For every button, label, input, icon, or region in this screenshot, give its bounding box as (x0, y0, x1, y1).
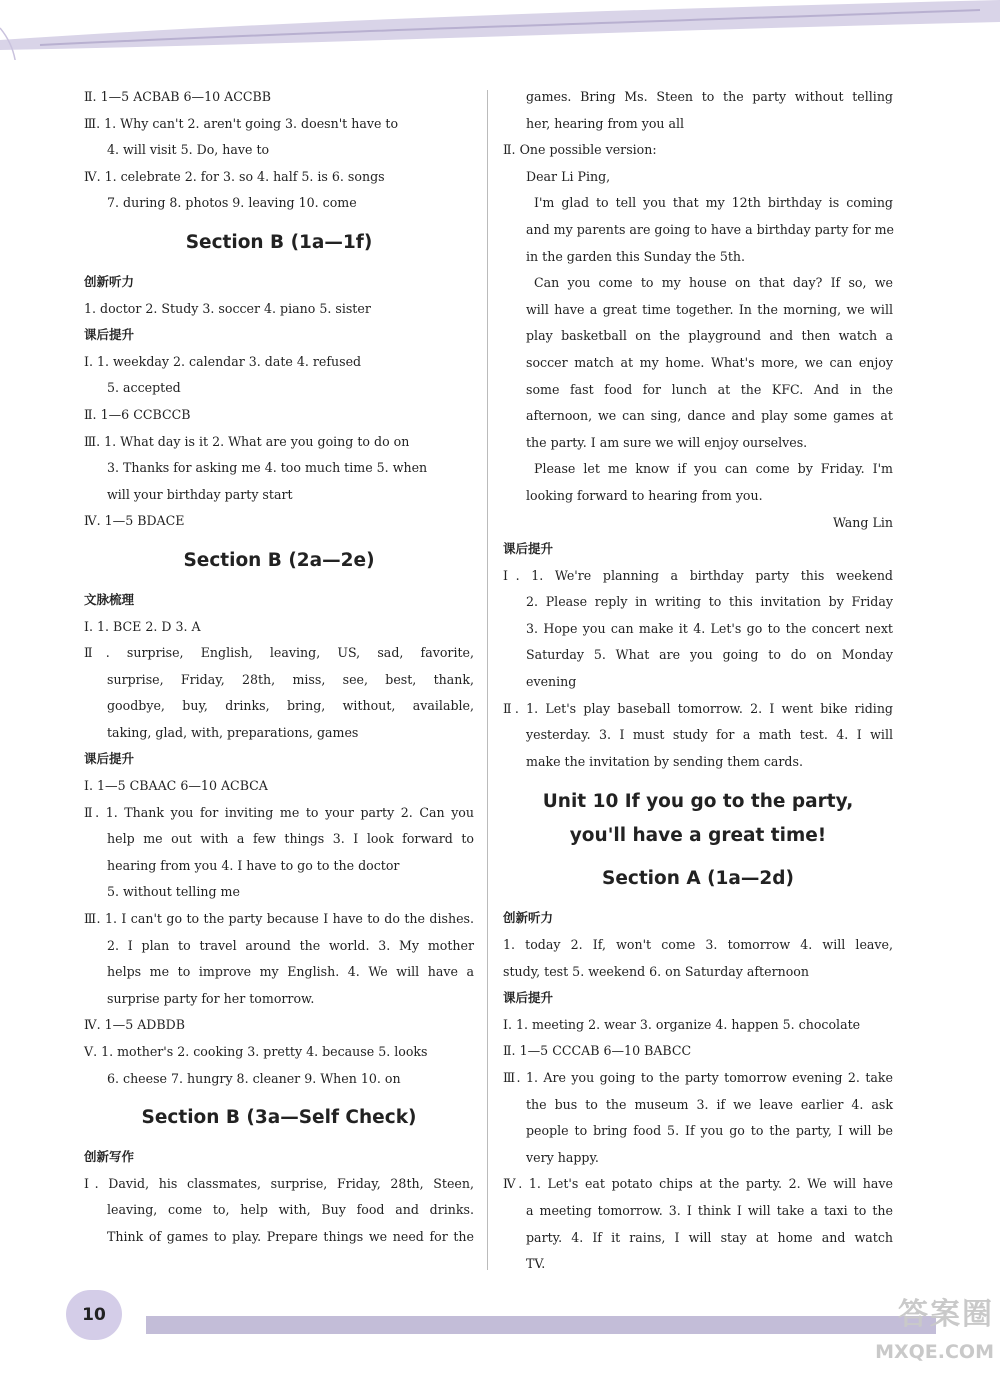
answer-line: leaving, come to, help with, Buy food and drinks. (107, 1202, 474, 1218)
answer-line: Ⅱ. 1—6 CCBCCB (84, 406, 191, 422)
answer-line: 4. will visit 5. Do, have to (107, 142, 270, 158)
answer-line: Ⅳ. 1. celebrate 2. for 3. so 4. half 5. is 6. songs (84, 168, 385, 184)
answer-line: some fast food for lunch at the KFC. And in the (526, 381, 893, 397)
unit-title-line1: Unit 10 If you go to the party, (542, 791, 854, 813)
answer-line: helps me to improve my English. 4. We will have a (107, 964, 474, 980)
subsection-label: 课后提升 (503, 990, 554, 1006)
answer-line: evening (526, 674, 577, 690)
answer-line: play basketball on the playground and then watch a (526, 328, 893, 344)
subsection-label: 课后提升 (84, 327, 135, 343)
answer-line: Ⅰ. 1. We're planning a birthday party this weekend (503, 567, 893, 583)
answer-line: taking, glad, with, preparations, games (107, 724, 359, 740)
answer-line: soccer match at my home. What's more, we can enjoy (526, 354, 893, 370)
answer-line: 1. doctor 2. Study 3. soccer 4. piano 5. sister (84, 300, 371, 316)
answer-line: very happy. (526, 1149, 599, 1165)
unit-title (503, 775, 893, 853)
answer-line: Ⅱ. surprise, English, leaving, US, sad, favorite, (84, 645, 474, 661)
answer-line: Ⅱ. One possible version: (503, 142, 657, 158)
answer-line: Ⅲ. 1. I can't go to the party because I have to do the dishes. (84, 911, 474, 927)
answer-line: yesterday. 3. I must study for a math test. 4. I will (526, 727, 893, 743)
subsection-label: 文脉梳理 (84, 591, 135, 607)
answer-line: 5. accepted (107, 380, 181, 396)
answer-line: 6. cheese 7. hungry 8. cleaner 9. When 10. on (107, 1070, 401, 1086)
page-number: 10 (66, 1290, 122, 1340)
answer-line: I'm glad to tell you that my 12th birthday is coming (534, 195, 893, 211)
answer-line: hearing from you 4. I have to go to the doctor (107, 857, 400, 873)
answer-line: Ⅰ. 1. BCE 2. D 3. A (84, 618, 201, 634)
answer-line: a meeting tomorrow. 3. I think I will take a taxi to the (526, 1202, 893, 1218)
subsection-label: 创新听力 (84, 273, 135, 289)
answer-line: looking forward to hearing from you. (526, 487, 763, 503)
section-heading: Section B (1a—1f) (185, 231, 373, 253)
bottom-decorative-bar (146, 1316, 936, 1334)
watermark-url: MXQE.COM (875, 1341, 994, 1363)
answer-line: Ⅱ. 1. Let's play baseball tomorrow. 2. I went bike riding (503, 700, 893, 716)
answer-line: Ⅲ. 1. What day is it 2. What are you going to do on (84, 433, 410, 449)
answer-line: Ⅳ. 1. Let's eat potato chips at the party. 2. We will have (503, 1176, 893, 1192)
subsection-label: 课后提升 (84, 751, 135, 767)
subsection-label: 创新写作 (84, 1149, 135, 1165)
answer-line: 1. today 2. If, won't come 3. tomorrow 4. will leave, (503, 937, 893, 953)
answer-line: surprise, Friday, 28th, miss, see, best, thank, (107, 671, 474, 687)
answer-line: Ⅰ. 1. weekday 2. calendar 3. date 4. refused (84, 353, 362, 369)
answer-line: Ⅰ. 1. meeting 2. wear 3. organize 4. happen 5. chocolate (503, 1016, 861, 1032)
answer-line: her, hearing from you all (526, 115, 685, 131)
answer-line: Ⅱ. 1—5 ACBAB 6—10 ACCBB (84, 89, 272, 104)
answer-line: goodbye, buy, drinks, bring, without, available, (107, 698, 474, 714)
answer-line: Saturday 5. What are you going to do on Monday (526, 647, 893, 663)
answer-line: study, test 5. weekend 6. on Saturday afternoon (503, 963, 809, 979)
answer-line: Ⅴ. 1. mother's 2. cooking 3. pretty 4. because 5. looks (84, 1044, 428, 1059)
answer-line: the bus to the museum 3. if we leave earlier 4. ask (526, 1096, 893, 1112)
answer-line: Ⅱ. 1—5 CCCAB 6—10 BABCC (503, 1043, 692, 1059)
answer-line: Dear Li Ping, (526, 168, 611, 184)
answer-line: afternoon, we can sing, dance and play some games at (526, 408, 893, 424)
answer-line: 3. Hope you can make it 4. Let's go to the concert next (526, 620, 893, 636)
answer-line: Wang Lin (832, 514, 893, 530)
answer-line: party. 4. If it rains, I will stay at home and watch (526, 1229, 893, 1245)
subsection-label: 创新听力 (503, 910, 554, 926)
answer-line: the party. I am sure we will enjoy ourselves. (526, 434, 808, 450)
answer-line: in the garden this Sunday the 5th. (526, 248, 746, 264)
answer-line: 2. Please reply in writing to this invitation by Friday (526, 594, 893, 610)
answer-line: will have a great time together. In the morning, we will (526, 301, 893, 317)
section-heading: Section A (1a—2d) (602, 868, 794, 890)
answer-line: games. Bring Ms. Steen to the party without telling (526, 89, 893, 104)
answer-line: will your birthday party start (107, 486, 293, 502)
answer-line: surprise party for her tomorrow. (107, 990, 315, 1006)
answer-line: and my parents are going to have a birthday party for me (526, 221, 895, 237)
answer-line: Ⅳ. 1—5 ADBDB (84, 1017, 186, 1033)
answer-line: Think of games to play. Prepare things we need for the (107, 1228, 474, 1244)
answer-line: make the invitation by sending them cards. (526, 753, 803, 769)
answer-line: help me out with a few things 3. I look forward to (107, 831, 474, 847)
answer-line: Can you come to my house on that day? If so, we (534, 275, 893, 291)
right-column (503, 84, 893, 1278)
answer-line: 5. without telling me (107, 884, 240, 900)
watermark-logo-text: 答案圈 (898, 1297, 994, 1332)
answer-line: Ⅳ. 1—5 BDACE (84, 513, 185, 529)
answer-line: 3. Thanks for asking me 4. too much time 5. when (107, 460, 428, 476)
section-heading: Section B (3a—Self Check) (141, 1107, 417, 1129)
answer-line: Ⅰ. David, his classmates, surprise, Friday, 28th, Steen, (84, 1175, 474, 1191)
column-divider (487, 90, 488, 1270)
answer-line: 2. I plan to travel around the world. 3. My mother (107, 937, 474, 953)
unit-title-line2: you'll have a great time! (569, 825, 827, 847)
answer-line: Ⅲ. 1. Are you going to the party tomorrow evening 2. take (503, 1070, 893, 1085)
answer-line: TV. (526, 1256, 546, 1272)
top-decorative-band (0, 0, 1000, 60)
watermark (844, 1290, 994, 1380)
left-column (84, 84, 474, 1251)
section-heading: Section B (2a—2e) (183, 549, 375, 571)
answer-line: Ⅱ. 1. Thank you for inviting me to your party 2. Can you (84, 804, 474, 820)
answer-line: Please let me know if you can come by Friday. I'm (534, 461, 893, 477)
answer-line: people to bring food 5. If you go to the party, I will be (526, 1123, 893, 1139)
subsection-label: 课后提升 (503, 541, 554, 557)
answer-line: 7. during 8. photos 9. leaving 10. come (107, 195, 357, 211)
answer-line: Ⅰ. 1—5 CBAAC 6—10 ACBCA (84, 778, 268, 794)
answer-line: Ⅲ. 1. Why can't 2. aren't going 3. doesn't have to (84, 115, 399, 131)
